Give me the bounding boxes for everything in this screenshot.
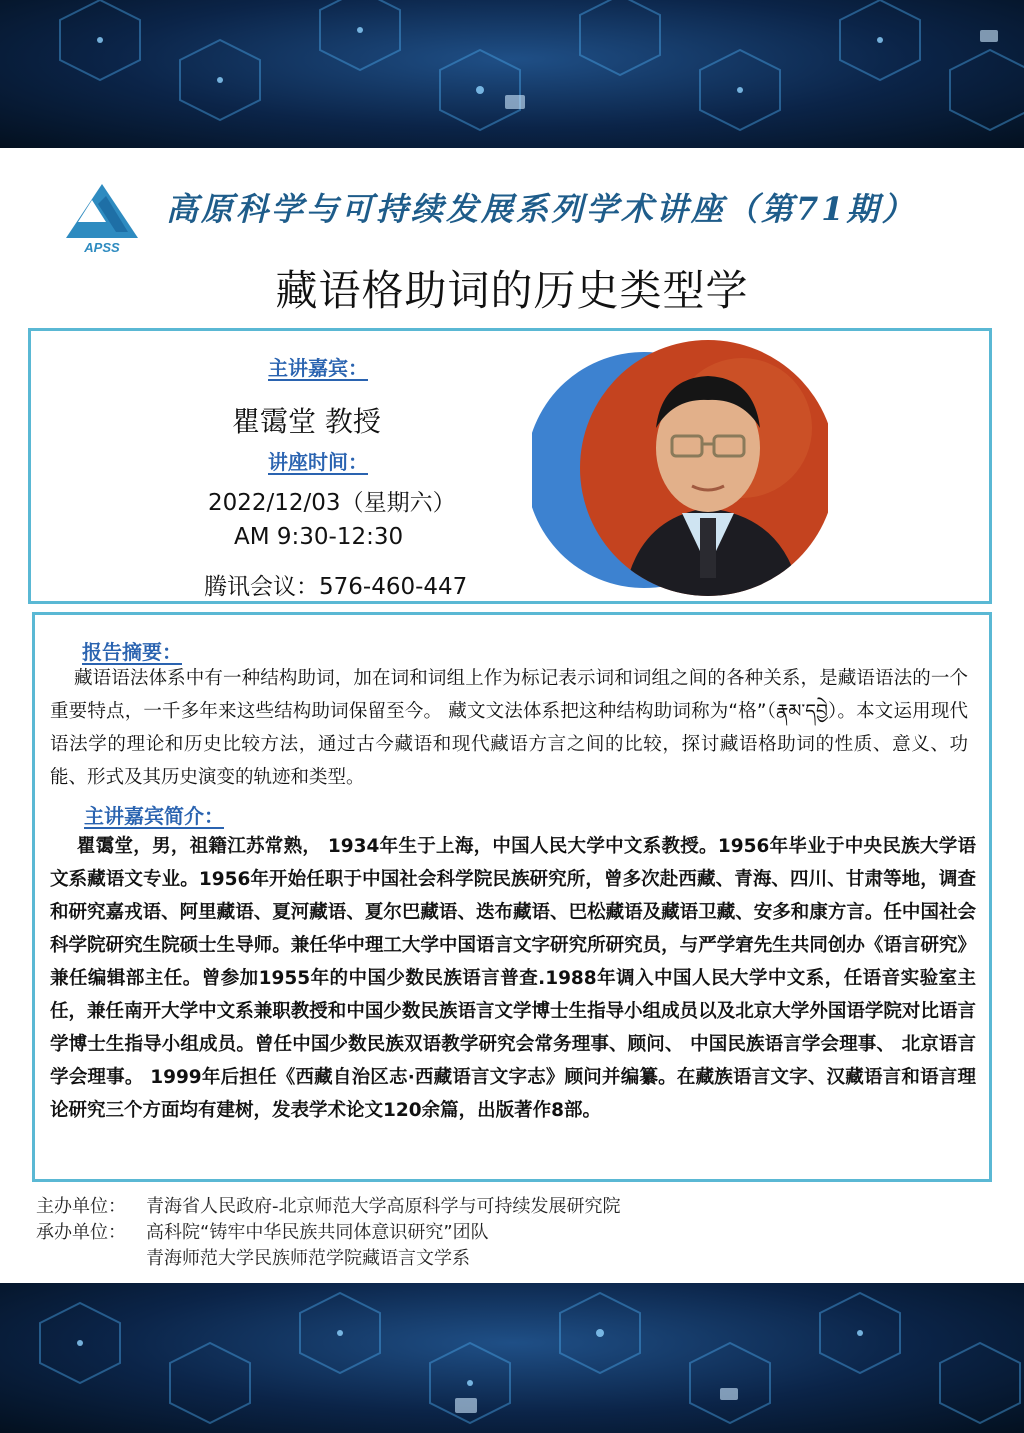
host-row: [36, 1194, 621, 1220]
bio-label: 主讲嘉宾简介：: [84, 804, 224, 828]
meeting-id: 腾讯会议：576-460-447: [204, 574, 468, 600]
speaker-name: 瞿霭堂 教授: [232, 405, 381, 438]
bio-text-content: 瞿霭堂，男，祖籍江苏常熟， 1934年生于上海，中国人民大学中文系教授。1956年毕业于中央民族大学语文系藏语文专业。1956年开始任职于中国社会科学院民族研究所，曾多次赴西藏、青海、四川、甘肃等地，调查和研究嘉戎语、阿里藏语、夏河藏语、夏尔巴藏语、迭布藏语、巴松藏语及藏语卫藏、安多和康方言。任中国社会科学院研究生院硕士生导师。兼任华中理工大学中国语言文字研究所研究员，与严学宭先生共同创办《语言研究》兼任编辑部主任。曾参加1955年的中国少数民族语言普查.1988年调入中国人民大学中文系，任语音实验室主任，兼任南开大学中文系兼职教授和中国少数民族语言文学博士生指导小组成员以及北京大学外国语学院对比语言学博士生指导小组成员。曾任中国少数民族双语教学研究会常务理事、顾问、 中国民族语言学会理事、 北京语言学会理事。 1999年后担任《西藏自治区志·西藏语言文字志》顾问并编纂。在藏族语言文字、汉藏语言和语言理论研究三个方面均有建树，发表学术论文120余篇，出版著作8部。: [50, 836, 976, 1121]
abstract-label: 报告摘要：: [82, 640, 182, 664]
bottom-tech-banner: [0, 1283, 1024, 1433]
apss-logo: [62, 182, 142, 254]
hex-network-graphic-bottom: [0, 1283, 1024, 1433]
abstract-text-content: 藏语语法体系中有一种结构助词，加在词和词组上作为标记表示词和词组之间的各种关系，是藏语语法的一个重要特点，一千多年来这些结构助词保留至今。 藏文文法体系把这种结构助词称为“格”（རྣམ་དབྱེ）。本文运用现代语法学的理论和历史比较方法，通过古今藏语和现代藏语方言之间的比较，探讨藏语格助词的性质、意义、功能、形式及其历史演变的轨迹和类型。: [50, 668, 968, 788]
guest-label: 主讲嘉宾：: [268, 356, 368, 380]
top-tech-banner: [0, 0, 1024, 148]
speaker-photo: [532, 338, 828, 598]
co-value-1: 高科院“铸牢中华民族共同体意识研究”团队: [146, 1222, 489, 1243]
lecture-title: 藏语格助词的历史类型学: [275, 266, 749, 315]
host-label: 主办单位：: [36, 1196, 126, 1217]
co-row-2: [36, 1246, 621, 1272]
logo-text: APSS: [84, 240, 120, 254]
hex-network-graphic: [0, 0, 1024, 148]
bio-text: [50, 830, 976, 1127]
time-label: 讲座时间：: [268, 450, 368, 474]
co-value-2: 青海师范大学民族师范学院藏语言文学系: [146, 1248, 470, 1269]
co-row: [36, 1220, 621, 1246]
guest-info-box: [28, 328, 992, 604]
co-label: 承办单位：: [36, 1222, 126, 1243]
abstract-text: [50, 662, 968, 794]
lecture-date: 2022/12/03（星期六）: [208, 490, 456, 516]
lecture-time: AM 9:30-12:30: [234, 524, 404, 550]
series-title: 高原科学与可持续发展系列学术讲座（第71期）: [166, 190, 917, 228]
host-value: 青海省人民政府-北京师范大学高原科学与可持续发展研究院: [146, 1196, 621, 1217]
organizers: [36, 1194, 621, 1272]
